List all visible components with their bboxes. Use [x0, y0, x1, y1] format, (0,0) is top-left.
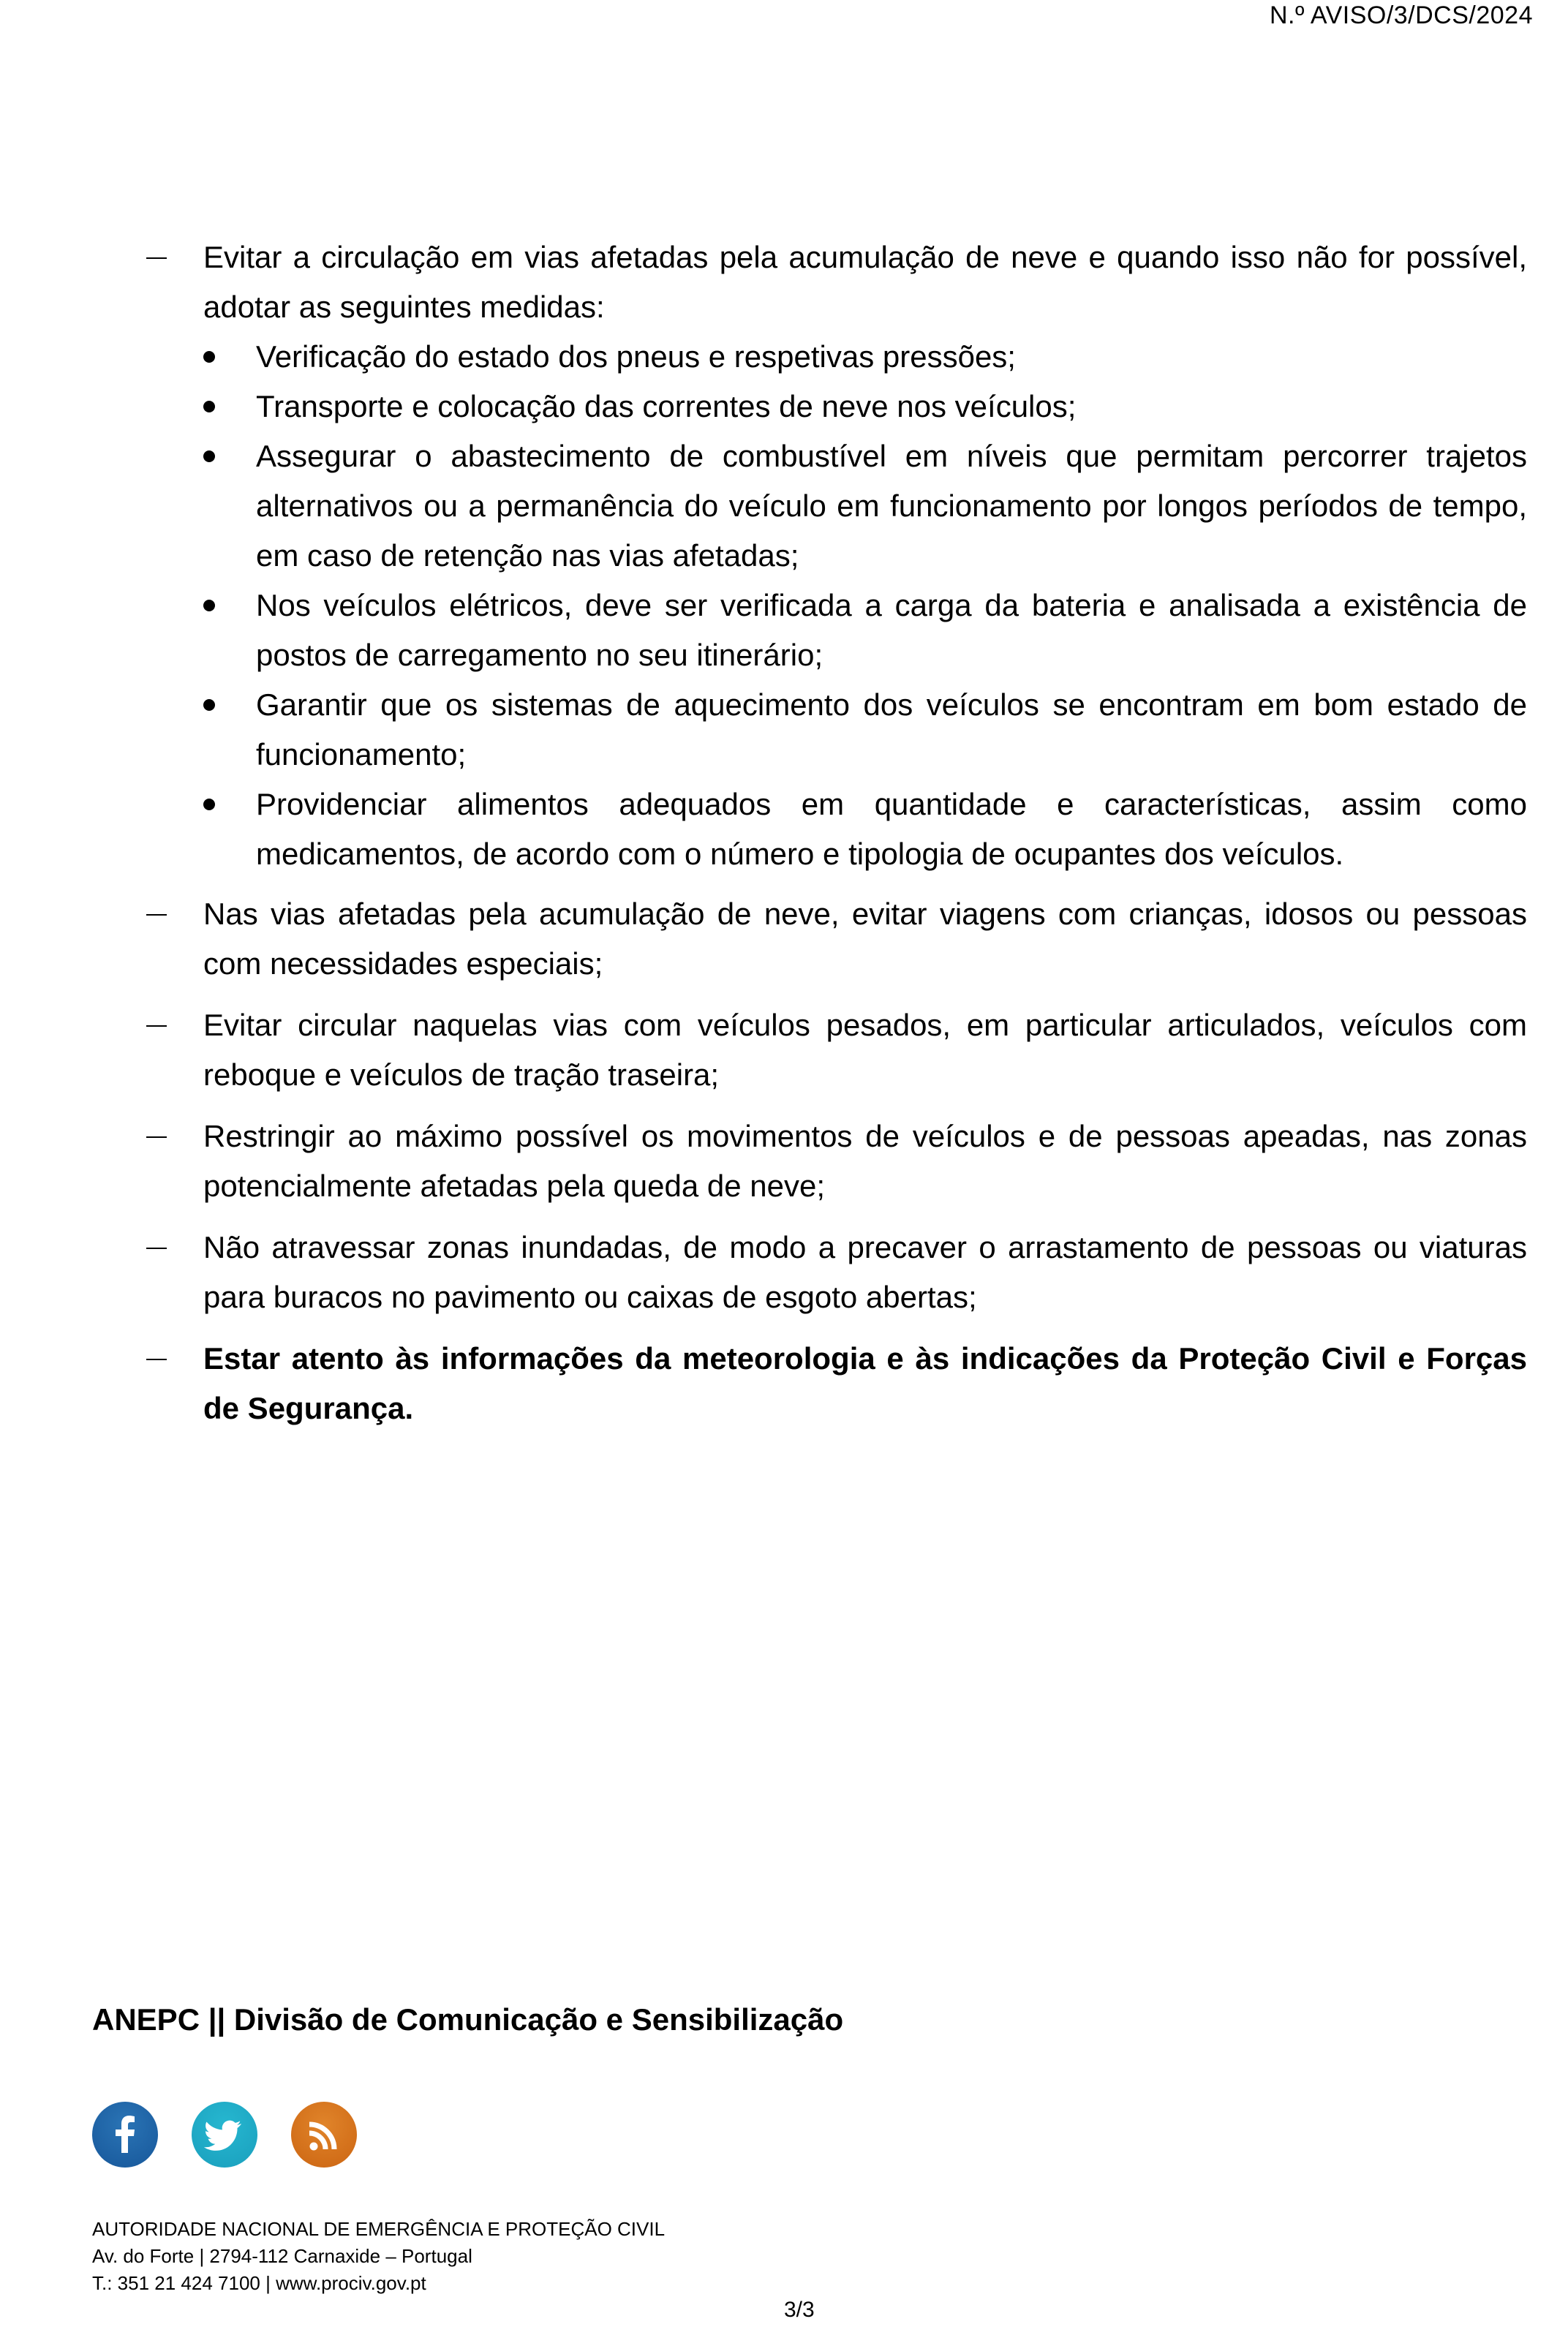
sublist-item — [199, 332, 1527, 382]
list-item-text: Não atravessar zonas inundadas, de modo a precaver o arrastamento de pessoas ou viaturas para buracos no pavimento ou caixas de esgoto abertas; — [203, 1230, 1527, 1314]
advice-list — [146, 233, 1527, 1445]
twitter-icon[interactable] — [192, 2102, 257, 2168]
sublist-item-text: Providenciar alimentos adequados em quantidade e características, assim como medicamentos, de acordo com o número e tipologia de ocupantes dos veículos. — [256, 787, 1527, 871]
list-item — [146, 1112, 1527, 1211]
list-item-text: Nas vias afetadas pela acumulação de neve, evitar viagens com crianças, idosos ou pessoas com necessidades especiais; — [203, 897, 1527, 981]
sublist-item — [199, 431, 1527, 581]
facebook-icon[interactable] — [92, 2102, 158, 2168]
bullet-marker — [203, 799, 215, 810]
sublist-item — [199, 382, 1527, 431]
list-item — [146, 889, 1527, 989]
list-item-text: Evitar a circulação em vias afetadas pela acumulação de neve e quando isso não for possível, adotar as seguintes medidas: — [203, 240, 1527, 324]
sublist-item-text: Assegurar o abastecimento de combustível em níveis que permitam percorrer trajetos alternativos ou a permanência do veículo em funcionamento por longos períodos de tempo, em caso de retenção nas vias afetadas; — [256, 439, 1527, 573]
organization-address-block — [92, 2216, 665, 2297]
social-links — [92, 2102, 357, 2168]
page-number: 3/3 — [784, 2298, 815, 2322]
rss-icon[interactable] — [291, 2102, 357, 2168]
sublist-item-text: Nos veículos elétricos, deve ser verificada a carga da bateria e analisada a existência de postos de carregamento no seu itinerário; — [256, 588, 1527, 672]
sublist-item-text: Transporte e colocação das correntes de neve nos veículos; — [256, 389, 1077, 423]
document-reference: N.º AVISO/3/DCS/2024 — [1269, 1, 1533, 29]
sublist-item — [199, 780, 1527, 879]
organization-name: AUTORIDADE NACIONAL DE EMERGÊNCIA E PROTEÇÃO CIVIL — [92, 2218, 666, 2240]
footer-title: ANEPC || Divisão de Comunicação e Sensibilização — [92, 2002, 844, 2037]
sublist-item — [199, 581, 1527, 680]
list-item — [146, 1223, 1527, 1322]
sublist-item-text: Verificação do estado dos pneus e respetivas pressões; — [256, 339, 1016, 374]
list-item — [146, 233, 1527, 332]
bullet-marker — [203, 351, 215, 363]
list-item-text: Restringir ao máximo possível os movimentos de veículos e de pessoas apeadas, nas zonas potencialmente afetadas pela queda de neve; — [203, 1119, 1527, 1203]
list-item-emphasis — [146, 1334, 1527, 1433]
bullet-marker — [203, 450, 215, 462]
contact-info: T.: 351 21 424 7100 | www.prociv.gov.pt — [92, 2272, 426, 2294]
vehicle-measures-sublist — [199, 332, 1527, 879]
list-item — [146, 1000, 1527, 1100]
bullet-marker — [203, 600, 215, 611]
postal-address: Av. do Forte | 2794-112 Carnaxide – Portugal — [92, 2245, 472, 2267]
sublist-item-text: Garantir que os sistemas de aquecimento dos veículos se encontram em bom estado de funcionamento; — [256, 687, 1527, 772]
list-item-text: Estar atento às informações da meteorologia e às indicações da Proteção Civil e Forças de Segurança. — [203, 1341, 1527, 1425]
bullet-marker — [203, 401, 215, 412]
bullet-marker — [203, 699, 215, 711]
list-item-text: Evitar circular naquelas vias com veículos pesados, em particular articulados, veículos com reboque e veículos de tração traseira; — [203, 1008, 1527, 1092]
sublist-item — [199, 680, 1527, 780]
